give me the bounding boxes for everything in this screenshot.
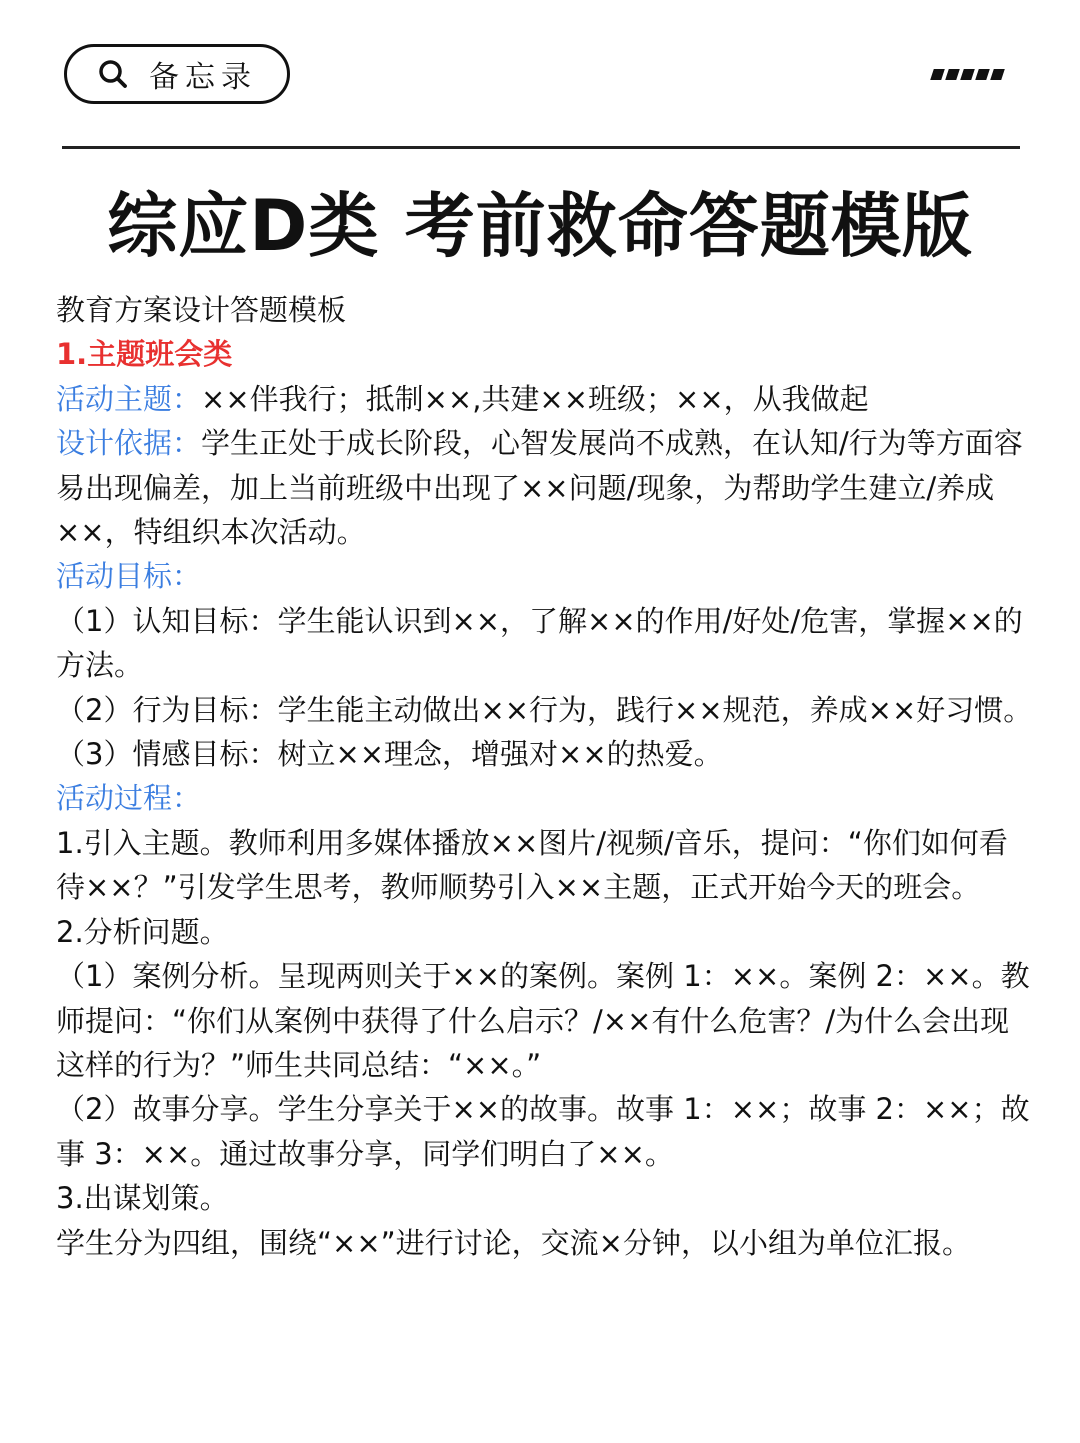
theme-label: 活动主题： <box>56 381 202 416</box>
goal-1: （1）认知目标：学生能认识到××，了解××的作用/好处/危害，掌握××的方法。 <box>56 603 1023 683</box>
theme-text: ××伴我行；抵制××,共建××班级；××，从我做起 <box>201 381 869 416</box>
page-title: 综应D类 考前救命答题模版 <box>107 185 973 267</box>
basis-paragraph <box>56 421 1036 554</box>
divider <box>62 146 1020 149</box>
theme-line <box>56 377 1036 421</box>
step-2-1: （1）案例分析。呈现两则关于××的案例。案例 1：××。案例 2：××。教师提问：“你们从案例中获得了什么启示？/××有什么危害？/为什么会出现这样的行为？”师生共同总结：“××。” <box>56 959 1030 1082</box>
goal-2: （2）行为目标：学生能主动做出××行为，践行××规范，养成××好习惯。 <box>56 692 1033 727</box>
process-label: 活动过程： <box>56 781 202 816</box>
search-icon <box>97 58 129 90</box>
search-bar[interactable] <box>64 44 290 104</box>
goal-3: （3）情感目标：树立××理念，增强对××的热爱。 <box>56 737 723 772</box>
basis-text: 学生正处于成长阶段，心智发展尚不成熟，在认知/行为等方面容易出现偏差，加上当前班级中出现了××问题/现象，为帮助学生建立/养成××，特组织本次活动。 <box>56 426 1023 550</box>
goals-label: 活动目标： <box>56 559 202 594</box>
subtitle: 教育方案设计答题模板 <box>56 293 347 327</box>
step-1: 1.引入主题。教师利用多媒体播放××图片/视频/音乐，提问：“你们如何看待××？”引发学生思考，教师顺势引入××主题，正式开始今天的班会。 <box>56 825 1008 905</box>
step-2: 2.分析问题。 <box>56 914 229 949</box>
step-3-text: 学生分为四组，围绕“××”进行讨论，交流×分钟，以小组为单位汇报。 <box>56 1225 971 1260</box>
basis-label: 设计依据： <box>56 426 202 461</box>
section-heading: 1.主题班会类 <box>56 337 233 372</box>
search-label: 备忘录 <box>149 60 257 95</box>
note-body <box>56 288 1036 1265</box>
more-dots-icon[interactable] <box>932 69 1003 80</box>
step-2-2: （2）故事分享。学生分享关于××的故事。故事 1：××；故事 2：××；故事 3：××。通过故事分享，同学们明白了××。 <box>56 1092 1030 1171</box>
step-3: 3.出谋划策。 <box>56 1181 229 1216</box>
